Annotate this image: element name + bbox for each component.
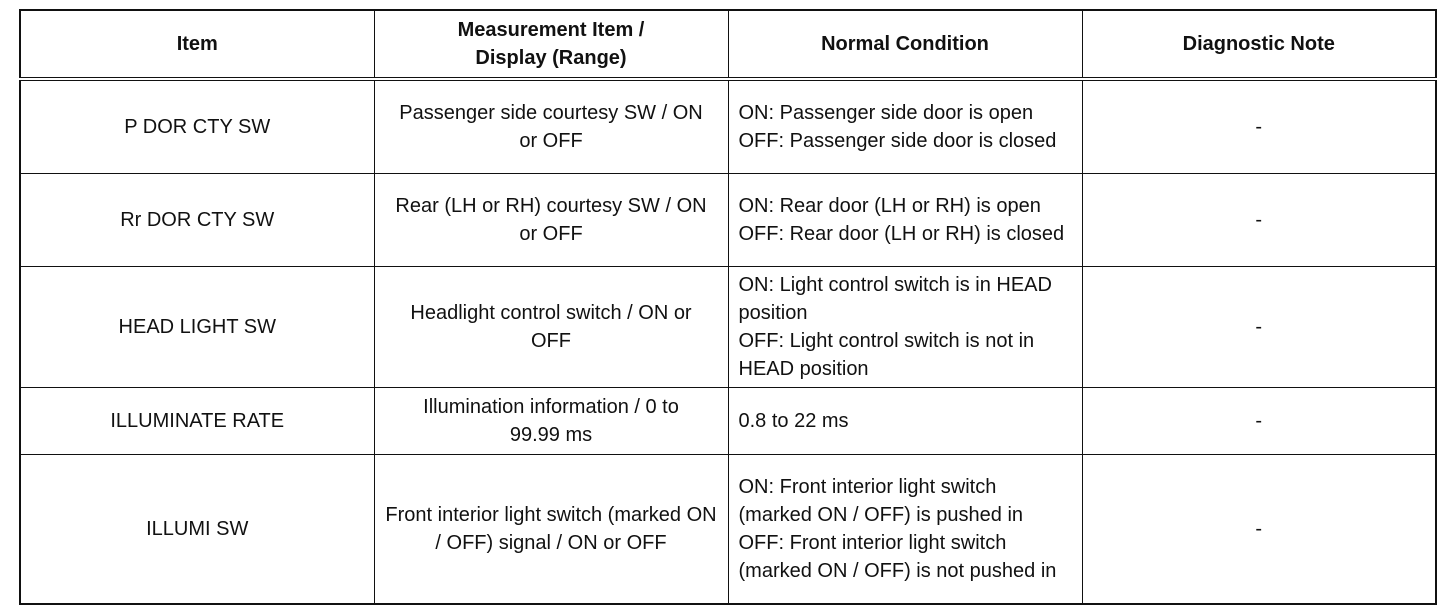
cell-normal-condition: [728, 267, 1082, 388]
cell-normal-condition: [728, 388, 1082, 455]
cell-normal-condition: [728, 79, 1082, 174]
table-header-row: [20, 10, 1436, 79]
table-row: [20, 267, 1436, 388]
cell-measurement: Headlight control switch / ON or OFF: [374, 267, 728, 388]
cell-diagnostic-note: -: [1082, 267, 1436, 388]
cell-item: ILLUMI SW: [20, 455, 374, 605]
cell-measurement: Passenger side courtesy SW / ON or OFF: [374, 79, 728, 174]
normal-condition-off: OFF: Passenger side door is closed: [738, 130, 1057, 152]
cell-diagnostic-note: -: [1082, 79, 1436, 174]
normal-condition-off: OFF: Rear door (LH or RH) is closed: [738, 223, 1065, 245]
table-row: [20, 388, 1436, 455]
cell-item: P DOR CTY SW: [20, 79, 374, 174]
cell-normal-condition: [728, 174, 1082, 267]
normal-condition-on: ON: Rear door (LH or RH) is open: [738, 195, 1041, 217]
normal-condition-off: OFF: Front interior light switch (marked ON / OFF) is not pushed in: [738, 532, 1057, 582]
data-list-table-container: [19, 9, 1437, 605]
cell-measurement: Front interior light switch (marked ON / OFF) signal / ON or OFF: [374, 455, 728, 605]
normal-condition-on: ON: Front interior light switch (marked ON / OFF) is pushed in: [738, 476, 1024, 526]
table-row: [20, 174, 1436, 267]
normal-condition-value: 0.8 to 22 ms: [738, 410, 849, 432]
table-row: [20, 455, 1436, 605]
data-list-table: [19, 9, 1437, 605]
cell-diagnostic-note: -: [1082, 174, 1436, 267]
cell-item: ILLUMINATE RATE: [20, 388, 374, 455]
table-row: [20, 79, 1436, 174]
cell-measurement: Rear (LH or RH) courtesy SW / ON or OFF: [374, 174, 728, 267]
header-measurement: Measurement Item / Display (Range): [374, 10, 728, 79]
cell-diagnostic-note: -: [1082, 455, 1436, 605]
cell-diagnostic-note: -: [1082, 388, 1436, 455]
header-diagnostic-note: Diagnostic Note: [1082, 10, 1436, 79]
normal-condition-on: ON: Light control switch is in HEAD position: [738, 274, 1052, 324]
cell-measurement: Illumination information / 0 to 99.99 ms: [374, 388, 728, 455]
cell-item: Rr DOR CTY SW: [20, 174, 374, 267]
header-item: Item: [20, 10, 374, 79]
normal-condition-on: ON: Passenger side door is open: [738, 102, 1034, 124]
cell-item: HEAD LIGHT SW: [20, 267, 374, 388]
header-normal-condition: Normal Condition: [728, 10, 1082, 79]
cell-normal-condition: [728, 455, 1082, 605]
normal-condition-off: OFF: Light control switch is not in HEAD position: [738, 330, 1035, 380]
